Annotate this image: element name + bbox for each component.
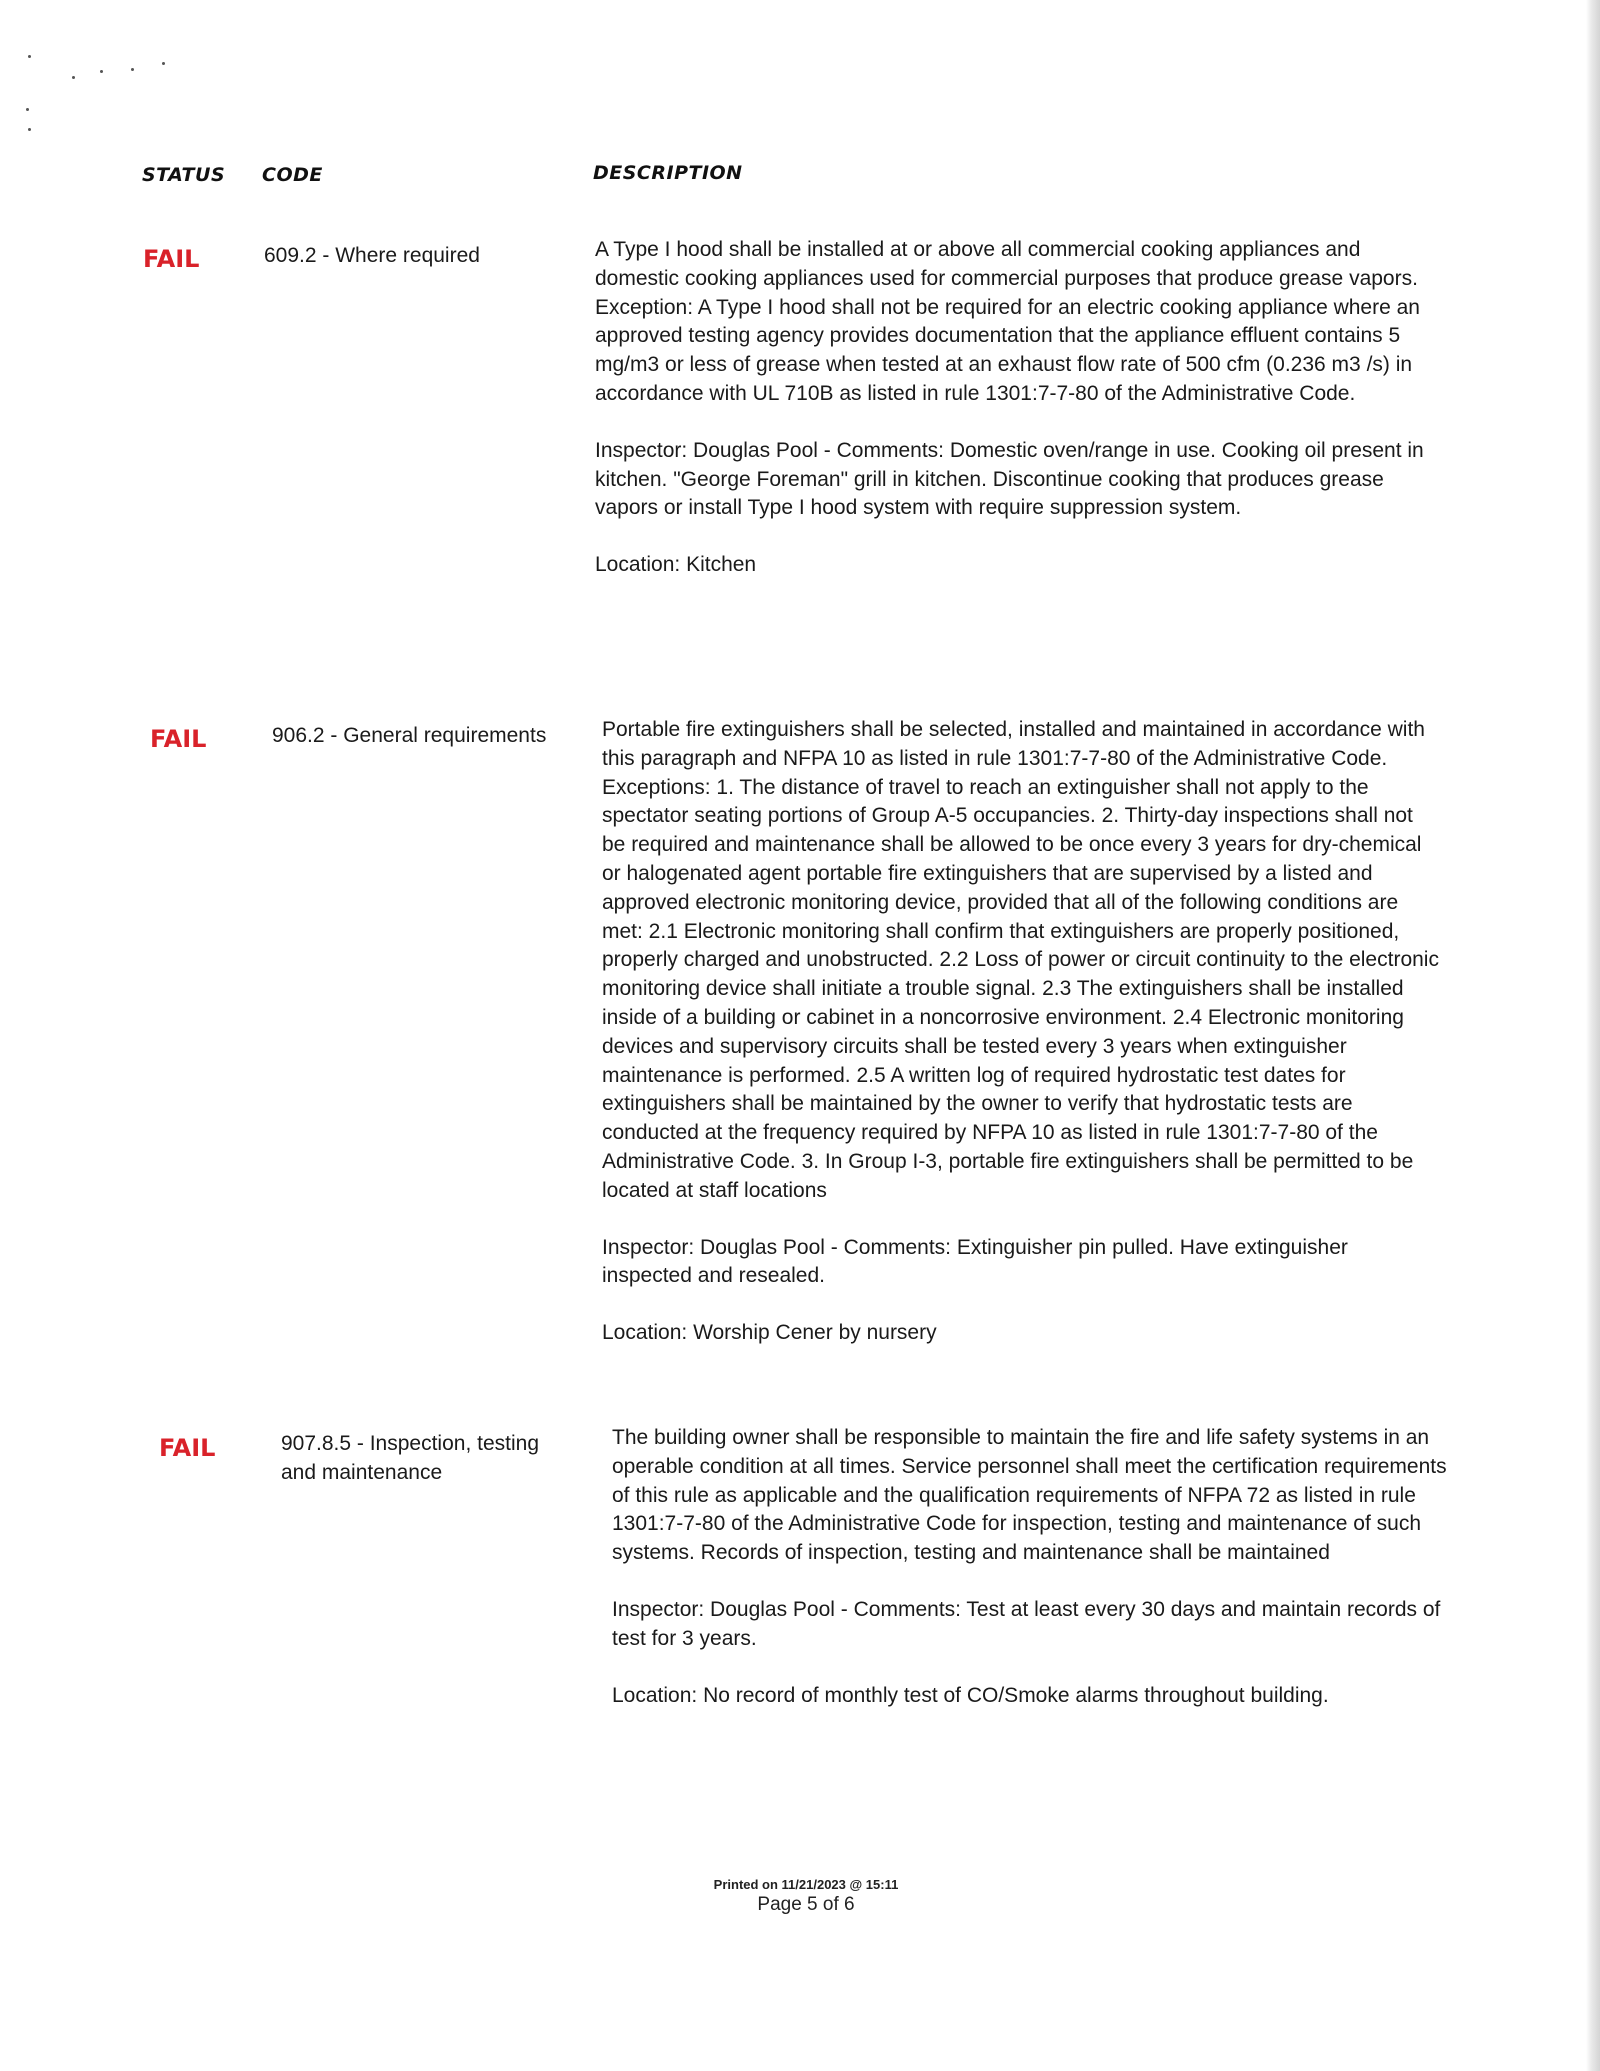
printed-timestamp: Printed on 11/21/2023 @ 15:11 (713, 1877, 899, 1892)
scan-speck (162, 62, 165, 65)
description-block (602, 716, 1442, 1348)
scan-speck (131, 68, 134, 71)
location-text: Location: Worship Cener by nursery (602, 1321, 937, 1345)
page-footer (0, 1877, 1600, 1916)
scan-page-edge (1586, 0, 1600, 2071)
description-text: A Type I hood shall be installed at or above all commercial cooking appliances and domestic cooking appliances used for commercial purposes that produce grease vapors. Exception: A Type I hood shall not be required for an electric cooking appliance where an approved testing agency provides documentation that the appliance effluent contains 5 mg/m3 or less of grease when tested at an exhaust flow rate of 500 cfm (0.236 m3 /s) in accordance with UL 710B as listed in rule 1301:7-7-80 of the Administrative Code. (595, 238, 1420, 405)
scan-speck (28, 55, 31, 58)
status-badge: FAIL (150, 725, 207, 753)
status-badge: FAIL (159, 1434, 216, 1462)
header-status: STATUS (142, 164, 226, 186)
code-label: 609.2 - Where required (264, 244, 480, 267)
location-text: Location: No record of monthly test of CO/Smoke alarms throughout building. (612, 1683, 1329, 1707)
scan-speck (72, 76, 75, 79)
description-block (595, 236, 1435, 580)
scan-speck (100, 70, 103, 73)
inspector-comments: Inspector: Douglas Pool - Comments: Domestic oven/range in use. Cooking oil present in kitchen. "George Foreman" grill in kitchen. Discontinue cooking that produces grease vapors or install Type I hood system with require suppression system. (595, 438, 1424, 520)
status-badge: FAIL (143, 245, 200, 273)
description-text: The building owner shall be responsible to maintain the fire and life safety systems in an operable condition at all times. Service personnel shall meet the certification requirements of this rule as applicable and the qualification requirements of NFPA 72 as listed in rule 1301:7-7-80 of the Administrative Code for inspection, testing and maintenance of such systems. Records of inspection, testing and maintenance shall be maintained (612, 1426, 1447, 1565)
code-label: 907.8.5 - Inspection, testing and maintenance (281, 1432, 539, 1484)
description-block (612, 1424, 1448, 1710)
inspector-comments: Inspector: Douglas Pool - Comments: Test at least every 30 days and maintain records of test for 3 years. (612, 1597, 1441, 1650)
description-text: Portable fire extinguishers shall be selected, installed and maintained in accordance with this paragraph and NFPA 10 as listed in rule 1301:7-7-80 of the Administrative Code. Exceptions: 1. The distance of travel to reach an extinguisher shall not apply to the spectator seating portions of Group A-5 occupancies. 2. Thirty-day inspections shall not be required and maintenance shall be allowed to be once every 3 years for dry-chemical or halogenated agent portable fire extinguishers that are supervised by a listed and approved electronic monitoring device, provided that all of the following conditions are met: 2.1 Electronic monitoring shall confirm that extinguishers are properly positioned, properly charged and unobstructed. 2.2 Loss of power or circuit continuity to the electronic monitoring device shall initiate a trouble signal. 2.3 The extinguishers shall be installed inside of a building or cabinet in a noncorrosive environment. 2.4 Electronic monitoring devices and supervisory circuits shall be tested every 3 years when extinguisher maintenance is performed. 2.5 A written log of required hydrostatic test dates for extinguishers shall be maintained by the owner to verify that hydrostatic tests are conducted at the frequency required by NFPA 10 as listed in rule 1301:7-7-80 of the Administrative Code. 3. In Group I-3, portable fire extinguishers shall be permitted to be located at staff locations (602, 718, 1439, 1202)
code-label: 906.2 - General requirements (272, 724, 547, 747)
scan-speck (26, 108, 29, 111)
location-text: Location: Kitchen (595, 553, 757, 577)
header-code: CODE (262, 164, 323, 186)
inspector-comments: Inspector: Douglas Pool - Comments: Extinguisher pin pulled. Have extinguisher inspected and resealed. (602, 1235, 1348, 1288)
scan-speck (28, 128, 31, 131)
header-description: DESCRIPTION (593, 162, 743, 184)
page-number: Page 5 of 6 (757, 1894, 855, 1915)
